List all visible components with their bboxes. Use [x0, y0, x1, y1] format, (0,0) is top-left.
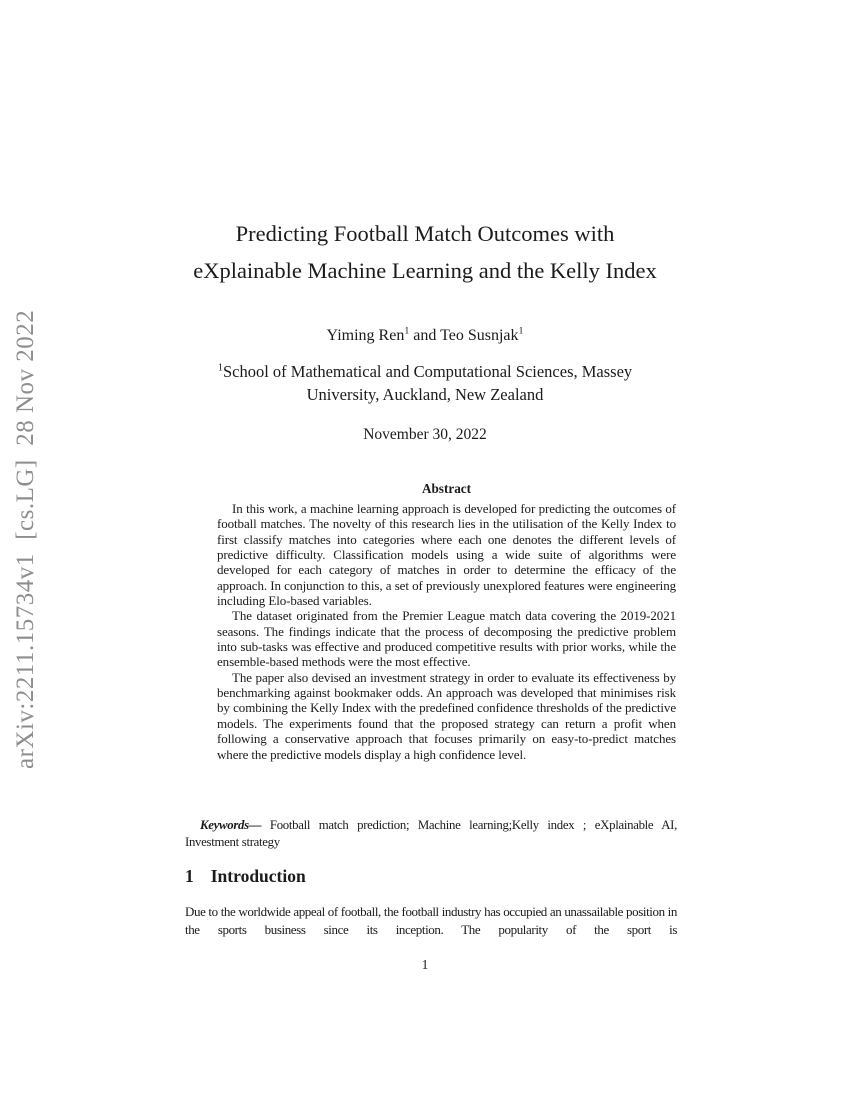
author-superscript: 1 [404, 325, 410, 337]
keywords-label: Keywords— [200, 818, 262, 832]
affiliation-text: School of Mathematical and Computational Sciences, Massey University, Auckland, New Zealand [222, 362, 633, 404]
intro-paragraph: Due to the worldwide appeal of football, the football industry has occupied an unassailable position in the sports business since its inception. The popularity of the sport is [185, 904, 677, 937]
arxiv-watermark: arXiv:2211.15734v1 [cs.LG] 28 Nov 2022 [12, 309, 39, 769]
abstract-paragraph: The paper also devised an investment strategy in order to evaluate its effectiveness by benchmarking against bookmaker odds. An approach was developed that minimises risk by combining the Kelly Index with the predefined confidence thresholds of the predictive models. The experiments found that the proposed strategy can return a profit when following a conservative approach that focuses primarily on easy-to-predict matches where the predictive models display a high confidence level. [217, 669, 676, 762]
abstract-body [217, 501, 676, 762]
paper-date: November 30, 2022 [363, 426, 487, 443]
keywords-line [185, 817, 677, 850]
paper-title: Predicting Football Match Outcomes with eXplainable Machine Learning and the Kelly Index [193, 221, 657, 283]
keywords-text: Football match prediction; Machine learning;Kelly index ; eXplainable AI, Investment strategy [185, 818, 677, 849]
author-name: Yiming Ren [326, 327, 405, 344]
authors-connector: and [409, 327, 441, 344]
section-heading-introduction [185, 866, 306, 887]
page-number: 1 [421, 957, 429, 972]
abstract-paragraph: The dataset originated from the Premier League match data covering the 2019-2021 seasons. The findings indicate that the process of decomposing the predictive problem into sub-tasks was effective and produced competitive results with prior works, while the ensemble-based methods were the most effective. [217, 608, 676, 670]
abstract-paragraph: In this work, a machine learning approach is developed for predicting the outcomes of football matches. The novelty of this research lies in the utilisation of the Kelly Index to first classify matches into categories where each one denotes the different levels of predictive difficulty. Classification models using a wide suite of algorithms were developed for each category of matches in order to determine the efficacy of the approach. In conjunction to this, a set of previously unexplored features were engineering including Elo-based variables. [217, 501, 676, 609]
section-title: Introduction [210, 866, 306, 886]
affiliation-superscript: 1 [217, 362, 223, 374]
author-name: Teo Susnjak [440, 327, 519, 344]
affiliation-line [190, 360, 660, 406]
author-superscript: 1 [518, 325, 524, 337]
abstract-heading: Abstract [421, 481, 472, 496]
authors-line [179, 327, 671, 345]
section-number: 1 [185, 866, 194, 886]
